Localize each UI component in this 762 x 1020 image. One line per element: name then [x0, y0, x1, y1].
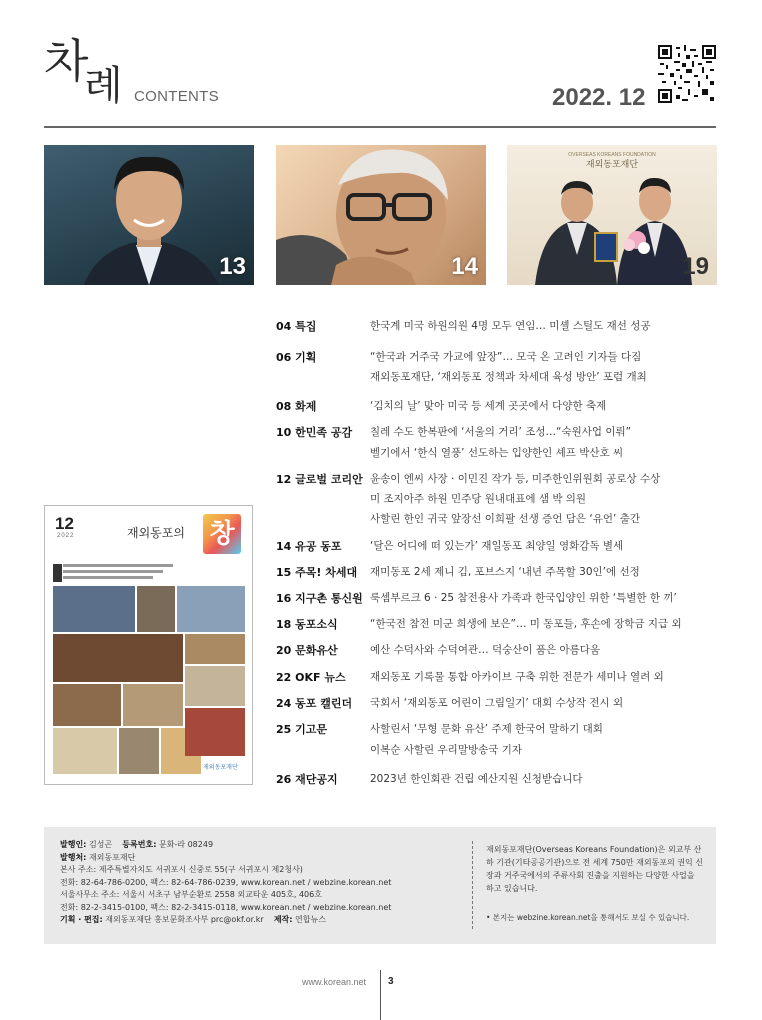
toc-section-label: 12 글로벌 코리안: [276, 473, 363, 486]
toc-headline: 재미동포 2세 제니 김, 포브스지 ‘내년 주목할 30인’에 선정: [370, 566, 640, 578]
photo-page-number: 13: [219, 253, 246, 280]
publication-info-box: [44, 827, 716, 944]
cover-photo: [53, 634, 183, 682]
cover-photo: [123, 684, 183, 726]
page-number: 3: [388, 976, 394, 987]
toc-section-label: 10 한민족 공감: [276, 426, 353, 439]
footer-dashed-divider: [472, 841, 473, 929]
toc-section-label: 14 유공 동포: [276, 540, 342, 553]
title-char-cha: 차: [44, 34, 89, 88]
magazine-cover-thumbnail[interactable]: [44, 505, 253, 785]
cover-title-big-text: 창: [209, 519, 235, 549]
toc-headline: 사할린서 ‘무형 문화 유산’ 주제 한국어 말하기 대회: [370, 723, 603, 735]
toc-headline: 벨기에서 ‘한식 열풍’ 선도하는 입양한인 셰프 박산호 씨: [370, 447, 624, 459]
toc-section-label: 25 기고문: [276, 723, 328, 736]
seoul-office-contact: 전화: 82-2-3415-0100, 팩스: 82-2-3415-0118, www.korean.net / webzine.korean.net: [60, 902, 392, 912]
title-char-rye: 례: [84, 63, 123, 109]
registration-label: 등록번호:: [122, 840, 157, 849]
cover-photo: [137, 586, 175, 632]
toc-headline: 미 조지아주 하원 민주당 원내대표에 샘 박 의원: [370, 493, 587, 505]
cover-title-big: [203, 514, 241, 554]
toc-headline: 윤송이 엔씨 사장 · 이민진 작가 등, 미주한인위원회 공로상 수상: [370, 473, 661, 485]
publisher-info: [60, 839, 460, 927]
producer-label: 제작:: [273, 915, 293, 924]
cover-photo: [53, 684, 121, 726]
toc-section-label: 16 지구촌 통신원: [276, 592, 363, 605]
header-divider: [44, 126, 716, 128]
page-number-divider: [380, 970, 381, 1020]
toc-section-label: 24 동포 캘린더: [276, 697, 353, 710]
hq-contact: 전화: 82-64-786-0200, 팩스: 82-64-786-0239, www.korean.net / webzine.korean.net: [60, 877, 392, 887]
backdrop-text-en: OVERSEAS KOREANS FOUNDATION: [568, 152, 656, 158]
cover-title: 재외동포의: [127, 526, 185, 540]
cover-photo: [185, 708, 245, 756]
toc-headline: ‘달은 어디에 떠 있는가’ 재일동포 최양일 영화감독 별세: [370, 540, 624, 552]
cover-photo: [53, 728, 117, 774]
cover-issue-number: 12: [55, 514, 74, 533]
cover-photo: [185, 634, 245, 664]
photo-page-number: 19: [682, 253, 709, 280]
cover-photo: [119, 728, 159, 774]
cover-photo: [185, 666, 245, 706]
backdrop-text: 재외동포재단: [585, 160, 639, 170]
toc-headline: 예산 수덕사와 수덕여관… 덕숭산이 품은 아름다움: [370, 644, 601, 656]
cover-year: 2022: [57, 533, 75, 539]
cover-photo: [177, 586, 245, 632]
photo-page-19[interactable]: [507, 145, 717, 285]
seoul-office-address: 서울사무소 주소: 서울시 서초구 남부순환로 2558 외교타운 405호, 406호: [60, 890, 322, 899]
cover-logo: 재외동포재단: [203, 764, 238, 771]
toc-headline: 이복순 사할린 우리말방송국 기자: [370, 744, 523, 756]
webzine-note: • 본지는 webzine.korean.net을 통해서도 보실 수 있습니다.: [486, 913, 690, 922]
toc-section-label: 06 기획: [276, 351, 317, 364]
editor-label: 기획 · 편집:: [60, 915, 103, 924]
toc-section-label: 26 재단공지: [276, 773, 338, 786]
toc-headline: ‘김치의 날’ 맞아 미국 등 세계 곳곳에서 다양한 축제: [370, 400, 607, 412]
issue-date: 2022. 12: [552, 84, 646, 111]
qr-code-icon: [658, 45, 716, 103]
editor-info: 재외동포재단 홍보문화조사부 prc@okf.or.kr: [105, 915, 264, 924]
cover-text-lines: [63, 564, 183, 582]
toc-section-label: 22 OKF 뉴스: [276, 671, 346, 684]
toc-section-label: 15 주목! 차세대: [276, 566, 358, 579]
toc-headline: 한국계 미국 하원의원 4명 모두 연임… 미셸 스틸도 재선 성공: [370, 320, 651, 332]
toc-headline: 사할린 한인 귀국 앞장선 이희팔 선생 증언 담은 ‘유언’ 출간: [370, 513, 641, 525]
footer-url-link[interactable]: www.korean.net: [302, 977, 367, 987]
photo-page-number: 14: [451, 253, 478, 280]
toc-headline: 재외동포재단, ‘재외동포 정책과 차세대 육성 방안’ 포럼 개최: [370, 371, 647, 383]
publisher-name: 김성곤: [88, 840, 113, 849]
toc-section-label: 04 특집: [276, 320, 317, 333]
issuer-label: 발행처:: [60, 852, 87, 862]
registration-number: 문화-라 08249: [158, 840, 214, 849]
toc-headline: “한국전 참전 미군 희생에 보은”… 미 동포들, 후손에 장학금 지급 외: [370, 618, 682, 630]
foundation-about: 재외동포재단(Overseas Koreans Foundation)은 외교부 산하 기관(기타공공기관)으로 전 세계 750만 재외동포의 권익 신장과 거주국에서의 주류사회 진출을 지원하는 다양한 사업을 하고 있습니다.: [486, 845, 704, 893]
hq-address: 본사 주소: 제주특별자치도 서귀포시 신중로 55(구 서귀포시 제2청사): [60, 865, 303, 874]
toc-section-label: 20 문화유산: [276, 644, 338, 657]
toc-headline: “한국과 거주국 가교에 앞장”… 모국 온 고려인 기자들 다짐: [370, 351, 642, 363]
toc-headline: 국회서 ‘재외동포 어린이 그림일기’ 대회 수상작 전시 외: [370, 697, 624, 709]
toc-headline: 2023년 한인회관 건립 예산지원 신청받습니다: [370, 773, 583, 785]
issuer-name: 재외동포재단: [88, 852, 136, 862]
publisher-label: 발행인:: [60, 840, 87, 849]
cover-photo: [53, 586, 135, 632]
toc-headline: 재외동포 기록물 통합 아카이브 구축 위한 전문가 세미나 열려 외: [370, 671, 664, 683]
photo-page-14[interactable]: [276, 145, 486, 285]
cover-photo-collage: [53, 586, 245, 778]
toc-section-label: 08 화제: [276, 400, 317, 413]
cover-qr-icon: [53, 564, 62, 582]
photo-page-13[interactable]: [44, 145, 254, 285]
toc-headline: 칠레 수도 한복판에 ‘서울의 거리’ 조성…“숙원사업 이뤄”: [370, 426, 632, 438]
contents-subtitle: CONTENTS: [134, 88, 219, 105]
toc-headline: 룩셈부르크 6 · 25 참전용사 가족과 한국입양인 위한 ‘특별한 한 끼’: [370, 592, 677, 604]
producer-name: 연합뉴스: [295, 915, 326, 924]
toc-section-label: 18 동포소식: [276, 618, 338, 631]
